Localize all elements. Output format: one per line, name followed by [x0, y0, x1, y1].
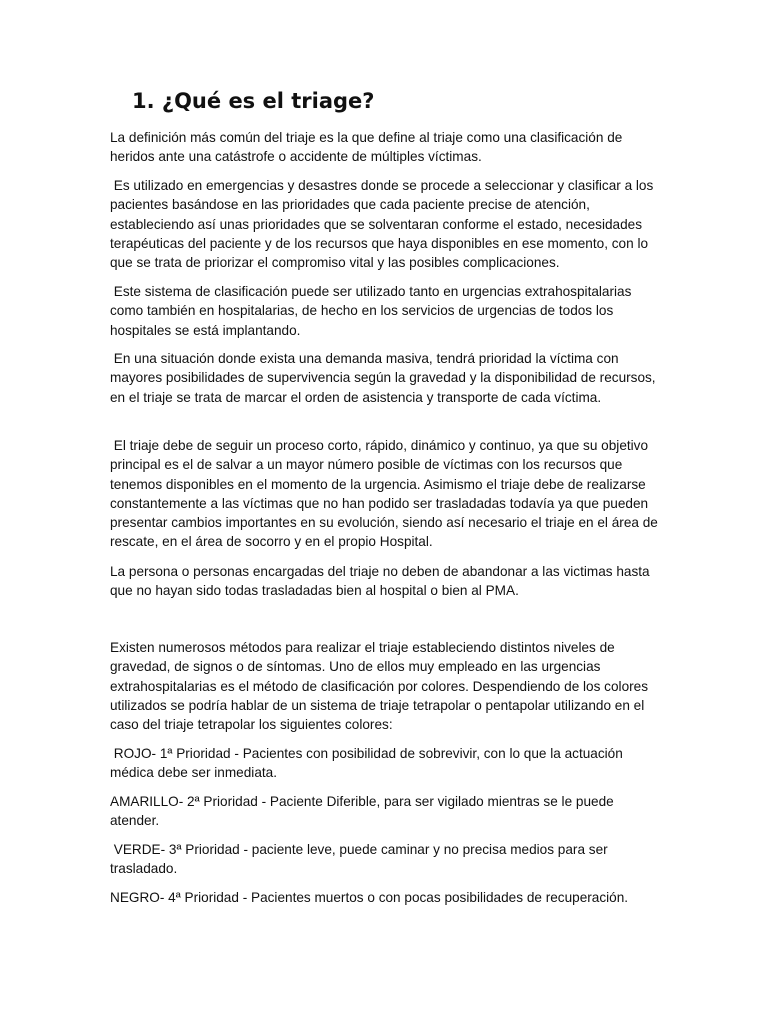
paragraph-usage: Es utilizado en emergencias y desastres donde se procede a seleccionar y clasificar a los pacientes basándose en las prioridades que cada paciente precise de atención, estableciendo así unas prioridades que se solventaran conforme el estado, necesidades terapéuticas del paciente y de los recursos que haya disponibles en ese momento, con lo que se trata de priorizar el compromiso vital y las posibles complicaciones. [110, 178, 658, 271]
paragraph-responsibility: La persona o personas encargadas del triaje no deben de abandonar a las victimas hasta que no hayan sido todas trasladadas bien al hospital o bien al PMA. [110, 564, 654, 599]
priority-item-yellow: AMARILLO- 2ª Prioridad - Paciente Diferible, para ser vigilado mientras se le puede atender. [110, 794, 618, 829]
priority-item-green: VERDE- 3ª Prioridad - paciente leve, puede caminar y no precisa medios para ser trasladado. [110, 842, 612, 877]
priority-item-black: NEGRO- 4ª Prioridad - Pacientes muertos o con pocas posibilidades de recuperación. [110, 890, 629, 905]
section-heading: 1. ¿Qué es el triage? [132, 89, 375, 113]
priority-item-red: ROJO- 1ª Prioridad - Pacientes con posibilidad de sobrevivir, con lo que la actuación médica debe ser inmediata. [110, 746, 627, 781]
paragraph-system: Este sistema de clasificación puede ser utilizado tanto en urgencias extrahospitalarias como también en hospitalarias, de hecho en los servicios de urgencias de todos los hospitales se está implantando. [110, 284, 636, 338]
paragraph-methods: Existen numerosos métodos para realizar el triaje estableciendo distintos niveles de gravedad, de signos o de síntomas. Uno de ellos muy empleado en las urgencias extrahospitalarias es el método de clasificación por colores. Despendiendo de los colores utilizados se podría hablar de un sistema de triaje tetrapolar o pentapolar utilizando en el caso del triaje tetrapolar los siguientes colores: [110, 640, 652, 733]
paragraph-definition: La definición más común del triaje es la que define al triaje como una clasificación de heridos ante una catástrofe o accidente de múltiples víctimas. [110, 130, 627, 165]
paragraph-massive-demand: En una situación donde exista una demanda masiva, tendrá prioridad la víctima con mayores posibilidades de supervivencia según la gravedad y la disponibilidad de recursos, en el triaje se trata de marcar el orden de asistencia y transporte de cada víctima. [110, 351, 660, 405]
paragraph-process: El triaje debe de seguir un proceso corto, rápido, dinámico y continuo, ya que su objetivo principal es el de salvar a un mayor número posible de víctimas con los recursos que tenemos disponibles en el momento de la urgencia. Asimismo el triaje debe de realizarse constantemente a las víctimas que no han podido ser trasladadas todavía ya que pueden presentar cambios importantes en su evolución, siendo así necesario el triaje en el área de rescate, en el área de socorro y en el propio Hospital. [110, 438, 662, 550]
